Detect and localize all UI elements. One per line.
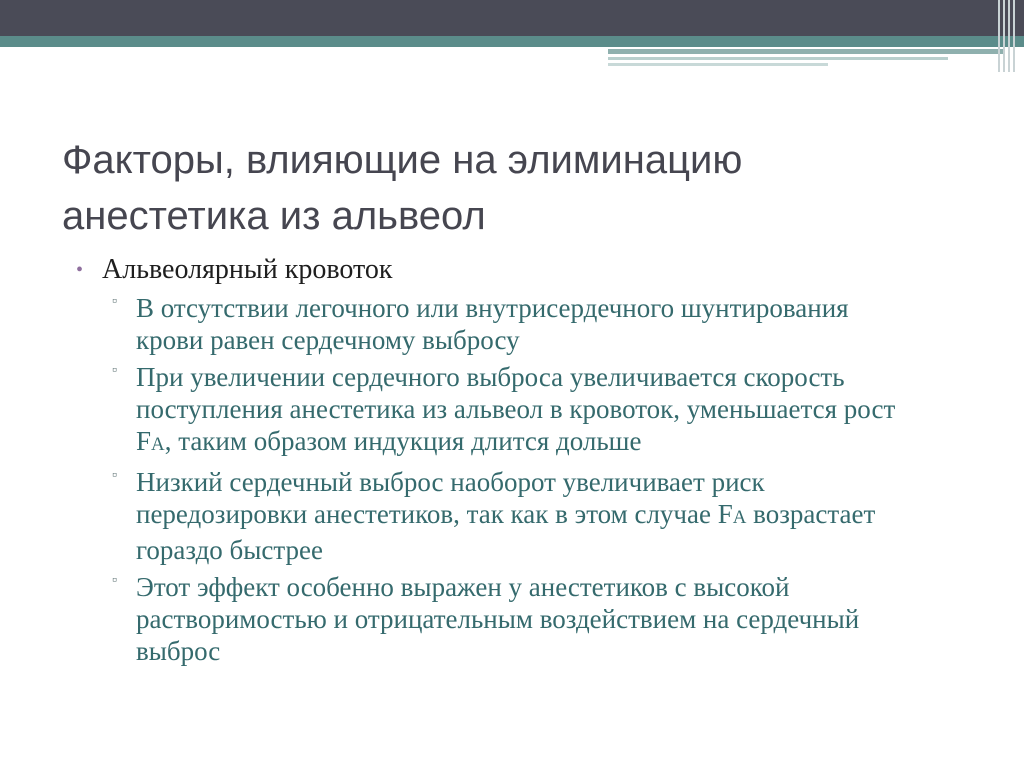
title-line: Факторы, влияющие на элиминацию — [62, 138, 743, 182]
square-bullet-icon: ▫ — [112, 294, 117, 309]
subbullet-item — [112, 571, 976, 667]
decorative-vertical-bars — [996, 0, 1024, 72]
bullet-dot-icon: • — [76, 259, 84, 281]
decorative-rule — [608, 63, 828, 66]
text-segment: возрастает гораздо быстрее — [136, 499, 876, 565]
text-segment: При увеличении сердечного выброса увеличивается скорость поступления анестетика из альвеол в кровоток, уменьшается рост F — [136, 362, 896, 456]
subbullet-text — [136, 466, 916, 566]
square-bullet-icon: ▫ — [112, 573, 117, 588]
subbullet-text: Этот эффект особенно выражен у анестетиков с высокой растворимостью и отрицательным воздействием на сердечный выброс — [136, 572, 860, 666]
text-segment: , таким образом индукция длится дольше — [164, 426, 642, 456]
accent-band — [0, 36, 1024, 47]
header-band — [0, 0, 1024, 36]
subscript: A — [732, 507, 747, 528]
slide-content — [76, 253, 976, 667]
decorative-rule — [608, 49, 1004, 54]
square-bullet-icon: ▫ — [112, 468, 117, 483]
subscript: A — [151, 434, 165, 455]
decorative-rule — [608, 57, 948, 60]
slide-title — [62, 132, 982, 244]
subbullet-text — [136, 361, 916, 461]
text-segment: Низкий сердечный выброс наоборот увеличивает риск передозировки анестетиков, так как в этом случае F — [136, 467, 765, 529]
bullet-level1 — [76, 253, 976, 287]
subbullet-text: В отсутствии легочного или внутрисердечного шунтирования крови равен сердечному выбросу — [136, 293, 849, 355]
subbullet-item — [112, 292, 976, 356]
square-bullet-icon: ▫ — [112, 363, 117, 378]
subbullet-item — [112, 361, 976, 461]
bullet-text: Альвеолярный кровоток — [102, 254, 393, 285]
subbullet-item — [112, 466, 976, 566]
title-line: анестетика из альвеол — [62, 194, 486, 238]
